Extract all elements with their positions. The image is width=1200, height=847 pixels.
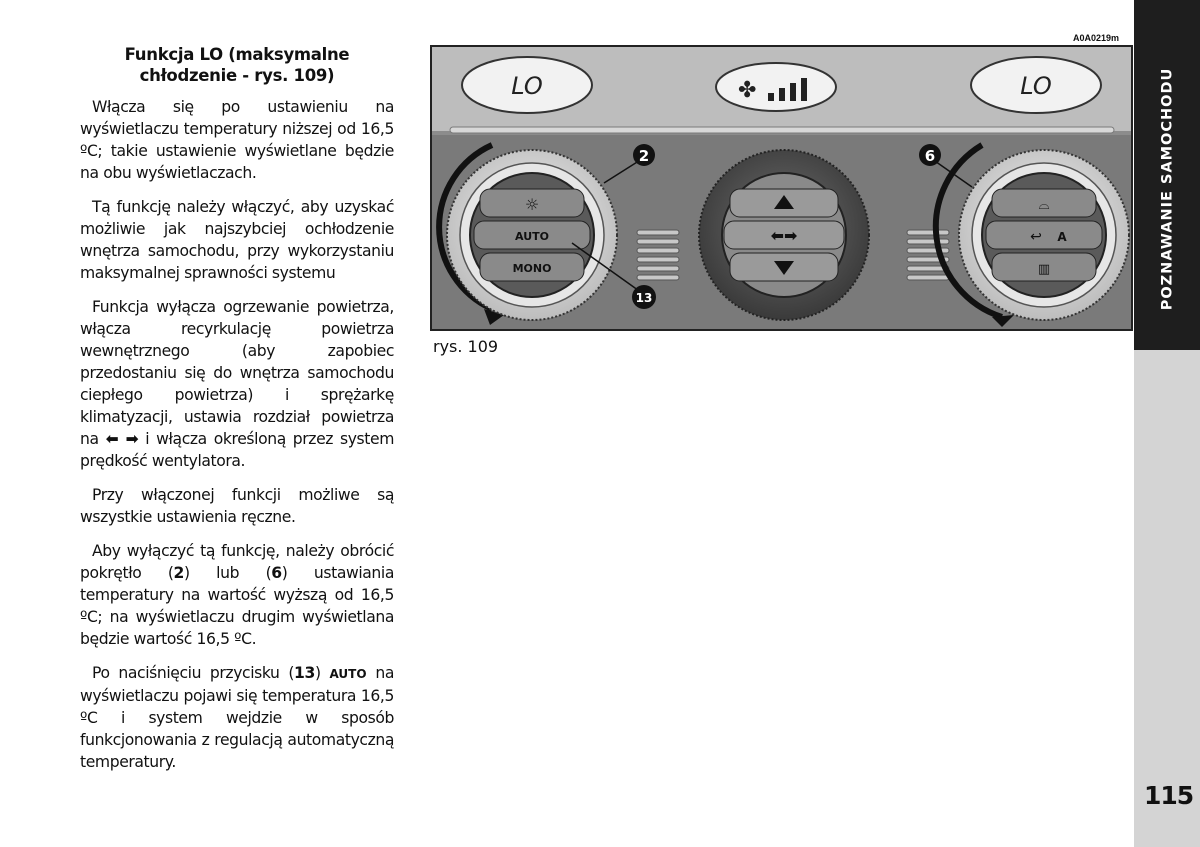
- right-display-value: LO: [1020, 72, 1052, 100]
- callout-13-label: 13: [635, 291, 653, 305]
- callout-2-label: 2: [638, 147, 650, 165]
- paragraph-5-b: ) lub (: [184, 564, 272, 582]
- button-ref-13: 13: [294, 664, 315, 682]
- snowflake-icon: ☼: [524, 195, 540, 214]
- panel-groove: [450, 127, 1114, 133]
- vent-slat: [637, 275, 679, 280]
- paragraph-3-end: i włącza określoną przez system prędkość wentylatora.: [80, 430, 394, 470]
- fan-speed-bar: [790, 83, 796, 101]
- air-distribution-arrows-icon: ⬅ ➡: [105, 430, 139, 448]
- callout-6-label: 6: [924, 147, 936, 165]
- vent-slat: [637, 230, 679, 235]
- vent-slat: [637, 257, 679, 262]
- figure-code: A0A0219m: [1073, 33, 1120, 43]
- vent-slat: [907, 275, 949, 280]
- windscreen-defrost-icon: ⌓: [1038, 197, 1050, 213]
- fan-speed-bar: [768, 93, 774, 101]
- knob-ref-2: 2: [173, 564, 184, 582]
- recirculation-auto-label: A: [1057, 230, 1067, 244]
- paragraph-5: [80, 540, 394, 650]
- fan-icon: ✤: [738, 78, 757, 103]
- climate-panel-illustration: [432, 47, 1131, 329]
- paragraph-5-c: ) ustawiania temperatury na wartość wyższą od 16,5 ºC; na wyświetlaczu drugim wyświetlana będzie wartość 16,5 ºC.: [80, 564, 394, 648]
- paragraph-3-text: Funkcja wyłącza ogrzewanie powietrza, włącza recyrkulację powietrza wewnętrznego (aby zapobiec przedostaniu się do wnętrza samochodu ciepłego powietrza) i sprężarkę klimatyzacji, ustawia rozdział powietrza na: [80, 298, 394, 448]
- recirculation-icon: ↩: [1030, 229, 1042, 245]
- paragraph-6: [80, 662, 394, 773]
- paragraph-2: Tą funkcję należy włączyć, aby uzyskać możliwie jak najszybciej ochłodzenie wnętrza samochodu, przy wykorzystaniu maksymalnej sprawności systemu: [80, 198, 394, 282]
- vent-slat: [907, 239, 949, 244]
- fan-speed-bar: [779, 88, 785, 101]
- section-heading: [80, 44, 394, 86]
- paragraph-3: [80, 296, 394, 472]
- paragraph-6-b: ): [314, 664, 321, 682]
- recirculation-button[interactable]: [986, 221, 1102, 249]
- left-display-value: LO: [511, 72, 543, 100]
- paragraph-4: Przy włączonej funkcji możliwe są wszystkie ustawienia ręczne.: [80, 486, 394, 526]
- figure-caption: rys. 109: [433, 337, 499, 356]
- vent-slat: [907, 230, 949, 235]
- heading-line-1: Funkcja LO (maksymalne: [124, 45, 350, 64]
- vent-slat: [637, 266, 679, 271]
- heading-line-2: chłodzenie - rys. 109): [139, 66, 335, 85]
- vent-slat: [637, 239, 679, 244]
- auto-label: AUTO: [329, 667, 367, 681]
- auto-button-label: AUTO: [515, 230, 549, 243]
- rear-defrost-icon: ▥: [1037, 262, 1051, 277]
- manual-text-column: [80, 44, 394, 785]
- fan-speed-bar: [801, 78, 807, 101]
- mono-button-label: MONO: [512, 262, 552, 275]
- paragraph-1: Włącza się po ustawieniu na wyświetlaczu temperatury niższej od 16,5 ºC; takie ustawienie wyświetlane będzie na obu wyświetlaczach.: [80, 98, 394, 182]
- paragraph-5-a: Aby wyłączyć tą funkcję, należy obrócić pokrętło (: [80, 542, 394, 582]
- section-title-text: POZNAWANIE SAMOCHODU: [1159, 67, 1175, 311]
- knob-ref-6: 6: [271, 564, 282, 582]
- paragraph-6-c: na wyświetlaczu pojawi się temperatura 16,5 ºC i system wejdzie w sposób funkcjonowania z regulacją automatyczną temperatury.: [80, 664, 395, 771]
- sidebar-section-title: [1155, 44, 1179, 334]
- paragraph-6-a: Po naciśnięciu przycisku (: [92, 664, 295, 682]
- fan-display: [716, 63, 836, 111]
- vent-slat: [907, 248, 949, 253]
- climate-panel-figure: [430, 45, 1133, 331]
- arrows-left-right-icon: ⬅➡: [770, 226, 798, 245]
- vent-slat: [637, 248, 679, 253]
- page-number: 115: [1144, 781, 1194, 810]
